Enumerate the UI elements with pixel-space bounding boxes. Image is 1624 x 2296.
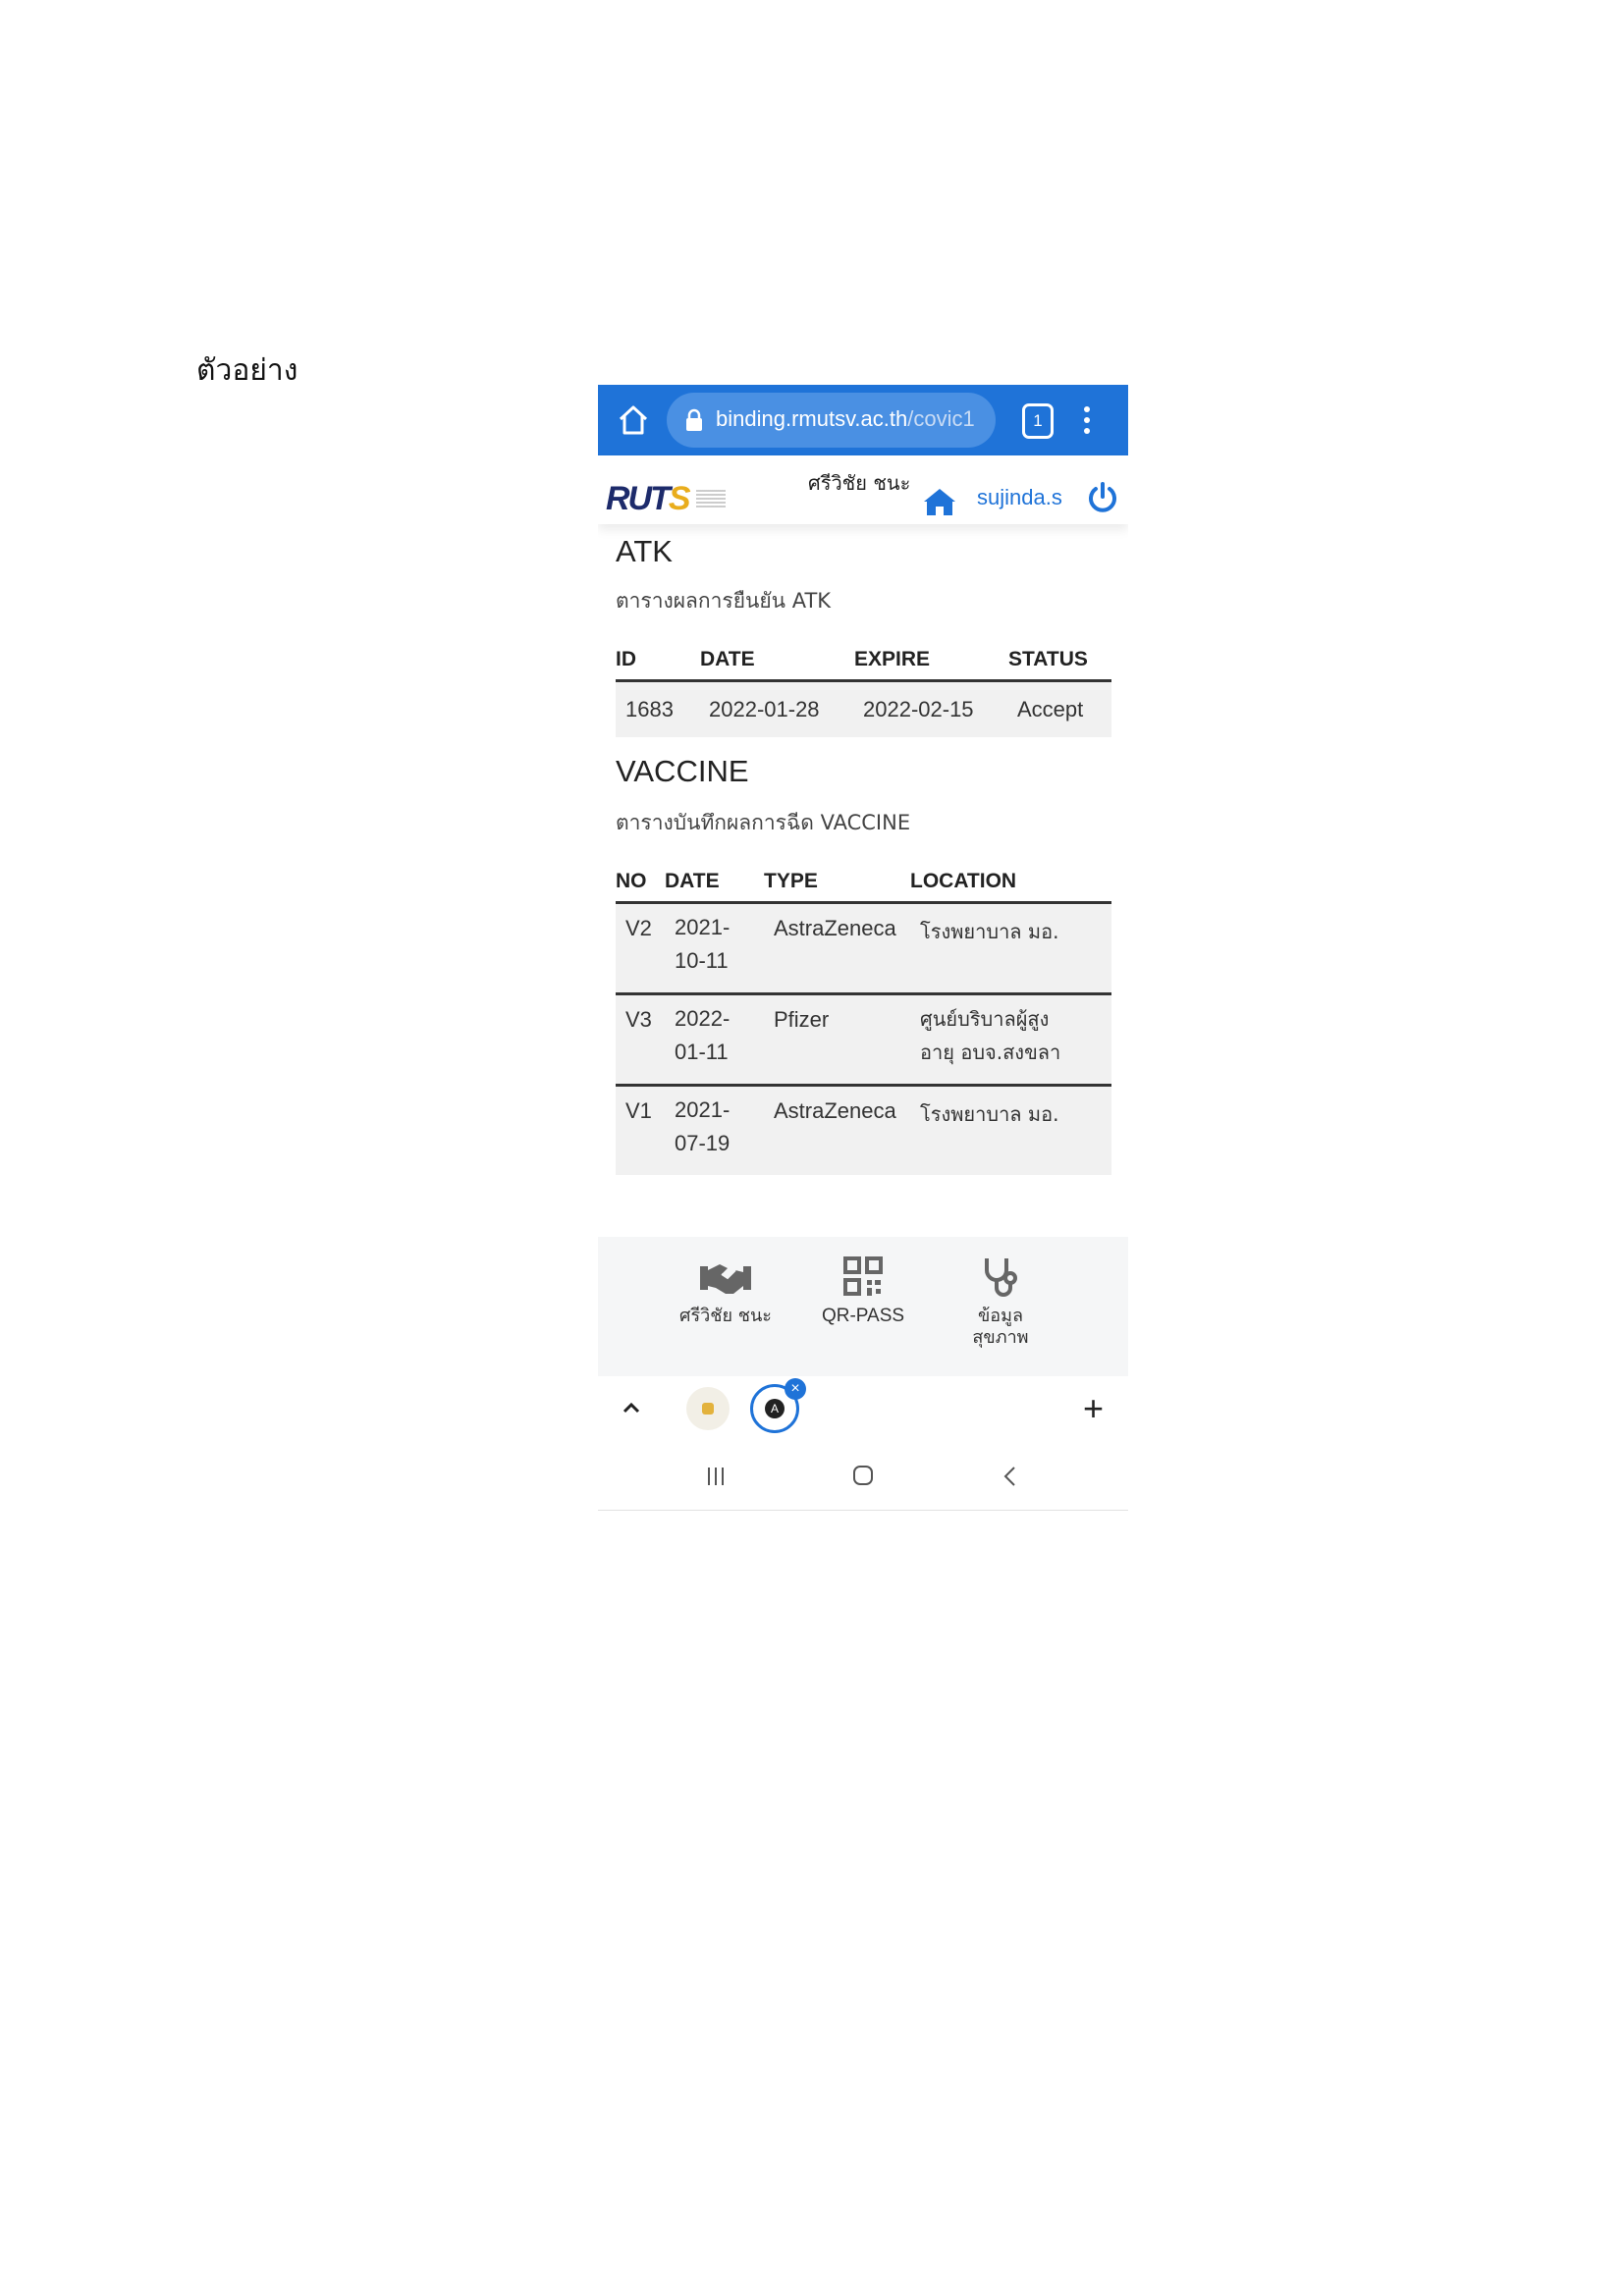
vaccine-table-header	[616, 862, 1111, 904]
ruts-logo	[606, 480, 689, 518]
atk-cell-status: Accept	[1017, 697, 1084, 721]
browser-toolbar	[598, 385, 1128, 455]
nav-health-label-1: ข้อมูล	[977, 1306, 1023, 1326]
atk-col-expire: EXPIRE	[854, 648, 931, 670]
nav-profile-label: ศรีวิชัย ชนะ	[679, 1306, 772, 1326]
qr-code-icon	[836, 1256, 891, 1300]
nav-profile[interactable]	[667, 1237, 785, 1327]
phone-screenshot	[598, 385, 1128, 1512]
atk-table-header	[616, 640, 1111, 682]
vaccine-cell-type: Pfizer	[774, 1007, 830, 1032]
system-navigation-bar	[598, 1443, 1128, 1511]
url-path: /covic1	[907, 406, 975, 431]
vaccine-cell-date-2: 07-19	[675, 1131, 731, 1155]
vaccine-cell-no: V3	[625, 1007, 652, 1032]
vaccine-title: VACCINE	[616, 754, 749, 788]
url-text	[716, 406, 975, 432]
new-tab-icon[interactable]: +	[1083, 1388, 1105, 1428]
active-tab-icon: A	[765, 1399, 785, 1418]
browser-home-icon[interactable]	[616, 402, 651, 438]
logo-accent-text: S	[668, 480, 689, 517]
table-row	[616, 1087, 1111, 1175]
browser-tab-strip	[598, 1376, 1128, 1444]
atk-col-date: DATE	[700, 648, 755, 670]
home-icon[interactable]	[922, 487, 957, 516]
chevron-up-icon[interactable]	[620, 1396, 643, 1419]
vaccine-col-location: LOCATION	[910, 870, 1017, 892]
vaccine-cell-no: V2	[625, 916, 652, 940]
handshake-icon	[698, 1256, 753, 1300]
vaccine-col-type: TYPE	[764, 870, 818, 892]
header-user-display-name: ศรีวิชัย ชนะ	[808, 471, 911, 495]
app-header	[598, 455, 1128, 524]
nav-health-info[interactable]	[942, 1237, 1059, 1349]
table-row	[616, 904, 1111, 992]
vaccine-cell-location-1: โรงพยาบาล มอ.	[920, 920, 1059, 943]
logout-power-icon[interactable]	[1086, 481, 1119, 514]
atk-cell-expire: 2022-02-15	[863, 697, 974, 721]
atk-col-id: ID	[616, 648, 636, 670]
vaccine-cell-type: AstraZeneca	[774, 916, 896, 940]
browser-menu-icon[interactable]	[1083, 404, 1091, 436]
vaccine-cell-date-2: 10-11	[675, 948, 729, 973]
atk-cell-date: 2022-01-28	[709, 697, 820, 721]
atk-col-status: STATUS	[1008, 648, 1088, 670]
vaccine-cell-date-2: 01-11	[675, 1040, 729, 1064]
logo-subtitle-graphic	[696, 490, 726, 509]
atk-title: ATK	[616, 534, 673, 568]
lock-icon	[684, 408, 704, 432]
address-bar[interactable]	[667, 393, 996, 448]
vaccine-cell-location-1: โรงพยาบาล มอ.	[920, 1102, 1059, 1126]
tab-favicon[interactable]	[686, 1387, 730, 1430]
logo-main-text: RUT	[606, 480, 669, 517]
document-label: ตัวอย่าง	[196, 353, 298, 388]
vaccine-cell-no: V1	[625, 1098, 652, 1123]
nav-qr-pass[interactable]	[804, 1237, 922, 1327]
vaccine-col-no: NO	[616, 870, 647, 892]
vaccine-subtitle: ตารางบันทึกผลการฉีด VACCINE	[616, 811, 911, 834]
back-icon[interactable]	[999, 1465, 1022, 1488]
system-home-icon[interactable]	[851, 1464, 875, 1487]
username-link[interactable]: sujinda.s	[977, 485, 1062, 509]
bottom-navigation	[598, 1237, 1128, 1378]
stethoscope-icon	[973, 1256, 1028, 1300]
vaccine-cell-location-1: ศูนย์บริบาลผู้สูง	[920, 1007, 1050, 1031]
vaccine-col-date: DATE	[665, 870, 720, 892]
vaccine-cell-date-1: 2021-	[675, 915, 731, 939]
atk-cell-id: 1683	[625, 697, 674, 721]
url-host: binding.rmutsv.ac.th	[716, 406, 908, 431]
table-row	[616, 995, 1111, 1084]
vaccine-cell-location-2: อายุ อบจ.สงขลา	[920, 1041, 1061, 1064]
table-row	[616, 682, 1111, 737]
nav-qr-pass-label: QR-PASS	[821, 1306, 905, 1326]
recent-apps-icon[interactable]	[704, 1465, 728, 1488]
vaccine-cell-date-1: 2021-	[675, 1097, 731, 1122]
vaccine-cell-type: AstraZeneca	[774, 1098, 896, 1123]
nav-health-label-2: สุขภาพ	[972, 1327, 1029, 1348]
atk-subtitle: ตารางผลการยืนยัน ATK	[616, 589, 832, 613]
vaccine-cell-date-1: 2022-	[675, 1006, 731, 1031]
tab-count-button[interactable]: 1	[1022, 403, 1054, 439]
close-tab-icon[interactable]: ×	[785, 1378, 806, 1400]
